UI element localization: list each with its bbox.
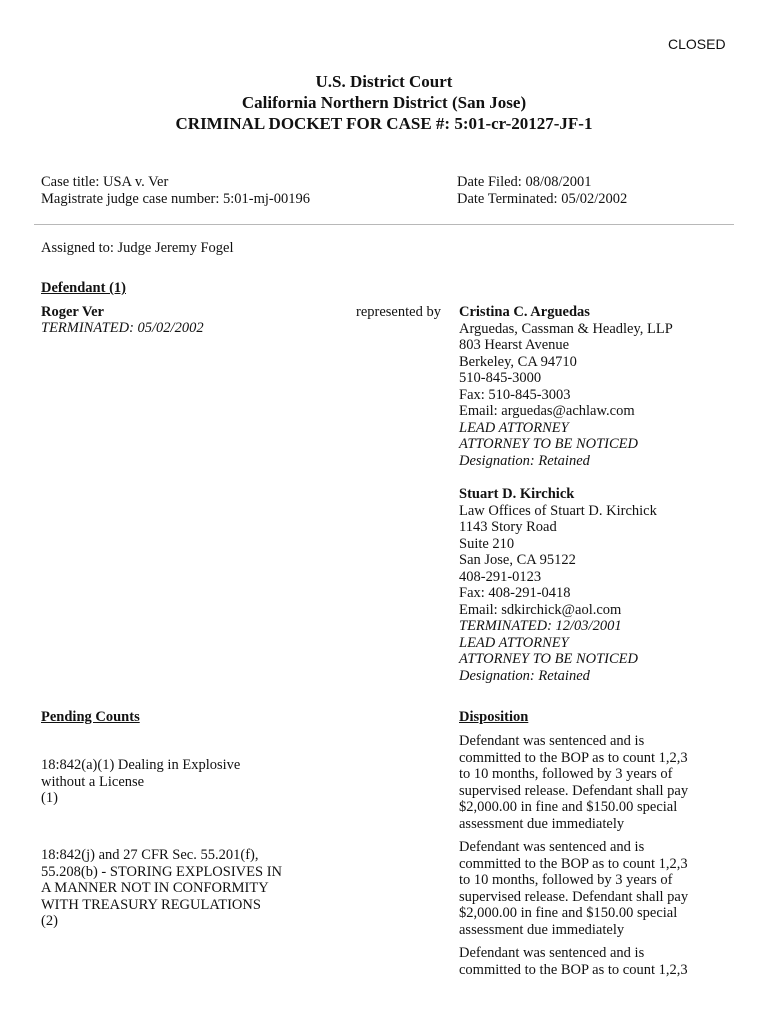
count-line: A MANNER NOT IN CONFORMITY (41, 880, 269, 896)
count-disposition (459, 839, 688, 938)
divider (34, 224, 734, 225)
attorney-firm: Arguedas, Cassman & Headley, LLP (459, 320, 673, 337)
attorney-block (459, 304, 673, 469)
disposition-line: committed to the BOP as to count 1,2,3 (459, 961, 688, 978)
defendant-terminated: TERMINATED: 05/02/2002 (41, 320, 204, 336)
count-number: (1) (41, 790, 58, 806)
defendant-heading: Defendant (1) (41, 280, 126, 296)
disposition-line: Defendant was sentenced and is (459, 945, 645, 961)
disposition-line: assessment due immediately (459, 921, 625, 938)
count-disposition (459, 945, 688, 978)
disposition-line: Defendant was sentenced and is (459, 839, 645, 855)
date-terminated: Date Terminated: 05/02/2002 (457, 191, 628, 207)
attorney-email: Email: arguedas@achlaw.com (459, 403, 635, 419)
disposition-line: supervised release. Defendant shall pay (459, 782, 689, 799)
attorney-name: Stuart D. Kirchick (459, 486, 575, 502)
docket-title: CRIMINAL DOCKET FOR CASE #: 5:01-cr-20127-JF-1 (175, 114, 593, 133)
court-name: U.S. District Court (315, 72, 453, 91)
attorney-phone: 510-845-3000 (459, 370, 542, 386)
count-line: 18:842(a)(1) Dealing in Explosive (41, 757, 241, 773)
attorney-city: Berkeley, CA 94710 (459, 353, 577, 370)
count-line: without a License (41, 773, 145, 790)
disposition-line: supervised release. Defendant shall pay (459, 888, 689, 905)
attorney-designation: Designation: Retained (459, 667, 590, 684)
count-disposition (459, 733, 688, 832)
disposition-line: to 10 months, followed by 3 years of (459, 766, 673, 782)
count-line: 18:842(j) and 27 CFR Sec. 55.201(f), (41, 847, 259, 863)
disposition-line: $2,000.00 in fine and $150.00 special (459, 799, 678, 815)
attorney-name: Cristina C. Arguedas (459, 304, 590, 320)
attorney-role: LEAD ATTORNEY (459, 419, 569, 436)
attorney-suite: Suite 210 (459, 535, 515, 552)
disposition-line: committed to the BOP as to count 1,2,3 (459, 855, 688, 872)
attorney-terminated: TERMINATED: 12/03/2001 (459, 618, 622, 634)
attorney-phone: 408-291-0123 (459, 568, 542, 585)
attorney-fax: Fax: 510-845-3003 (459, 386, 571, 403)
attorney-role: LEAD ATTORNEY (459, 634, 569, 651)
disposition-line: $2,000.00 in fine and $150.00 special (459, 905, 678, 921)
count-description (41, 847, 282, 930)
disposition-line: assessment due immediately (459, 815, 625, 832)
attorney-city: San Jose, CA 95122 (459, 552, 576, 568)
represented-by-label: represented by (356, 304, 441, 320)
count-line: WITH TREASURY REGULATIONS (41, 896, 261, 913)
attorney-address: 803 Hearst Avenue (459, 337, 570, 353)
disposition-line: to 10 months, followed by 3 years of (459, 872, 673, 888)
attorney-fax: Fax: 408-291-0418 (459, 585, 571, 601)
attorney-address: 1143 Story Road (459, 519, 557, 535)
magistrate-case-number: Magistrate judge case number: 5:01-mj-00196 (41, 191, 310, 207)
disposition-line: committed to the BOP as to count 1,2,3 (459, 749, 688, 766)
attorney-email: Email: sdkirchick@aol.com (459, 601, 622, 618)
district-name: California Northern District (San Jose) (241, 93, 527, 112)
pending-counts-heading: Pending Counts (41, 709, 140, 725)
case-status: CLOSED (668, 36, 726, 52)
attorney-notice: ATTORNEY TO BE NOTICED (459, 651, 639, 667)
count-number: (2) (41, 913, 58, 929)
attorney-notice: ATTORNEY TO BE NOTICED (459, 436, 639, 452)
attorney-block (459, 486, 657, 684)
disposition-heading: Disposition (459, 709, 529, 725)
attorney-firm: Law Offices of Stuart D. Kirchick (459, 502, 657, 519)
case-title: Case title: USA v. Ver (41, 174, 169, 190)
count-description (41, 757, 240, 807)
count-line: 55.208(b) - STORING EXPLOSIVES IN (41, 863, 282, 880)
attorney-designation: Designation: Retained (459, 452, 590, 469)
defendant-name: Roger Ver (41, 304, 104, 320)
disposition-line: Defendant was sentenced and is (459, 733, 645, 749)
assigned-judge: Assigned to: Judge Jeremy Fogel (41, 240, 234, 256)
date-filed: Date Filed: 08/08/2001 (457, 174, 592, 190)
